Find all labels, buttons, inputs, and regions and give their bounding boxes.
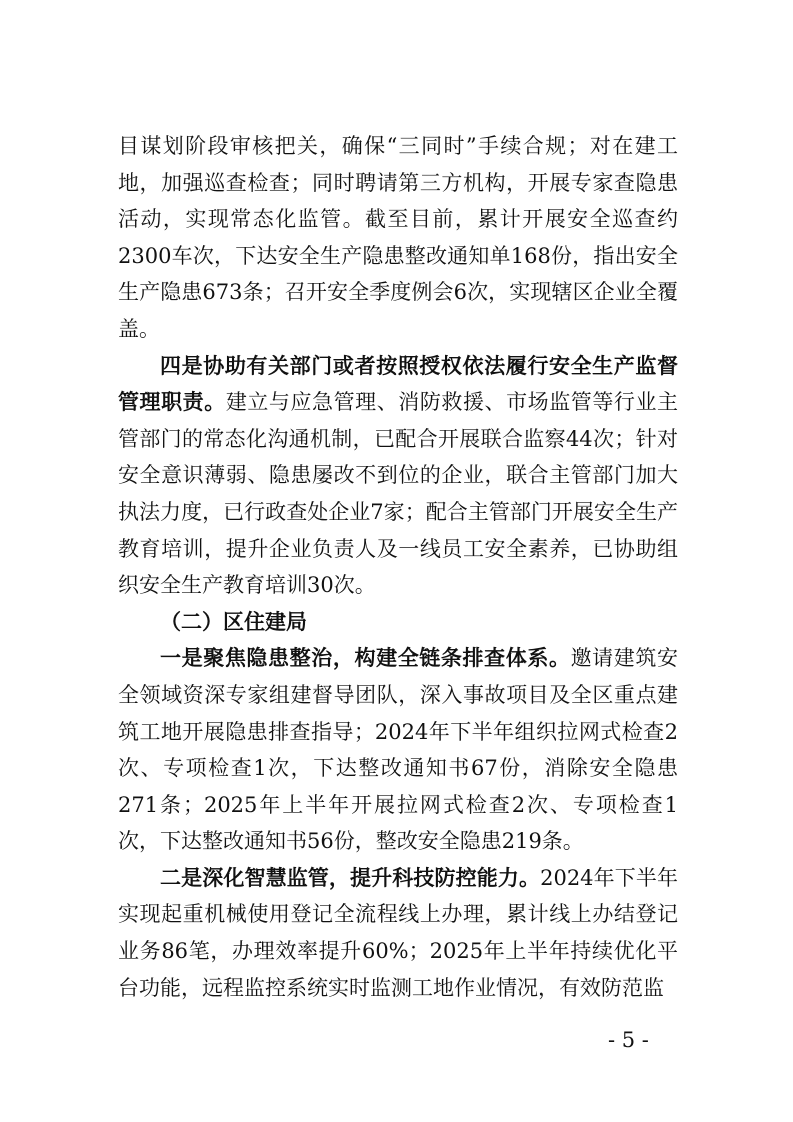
paragraph-body: 建立与应急管理、消防救援、市场监管等行业主管部门的常态化沟通机制，已配合开展联合监察44次；针对安全意识薄弱、隐患屡改不到位的企业，联合主管部门加大执法力度，已行政查处企业7家；配合主管部门开展安全生产教育培训，提升企业负责人及一线员工安全素养，已协助组织安全生产教育培训30次。 xyxy=(118,390,679,598)
paragraph-body: 2024年下半年实现起重机械使用登记全流程线上办理，累计线上办结登记业务86笔，办理效率提升60%；2025年上半年持续优化平台功能，远程监控系统实时监测工地作业情况，有效防范监 xyxy=(118,865,679,1000)
paragraph-body: 目谋划阶段审核把关，确保“三同时”手续合规；对在建工地，加强巡查检查；同时聘请第三方机构，开展专家查隐患活动，实现常态化监管。截至目前，累计开展安全巡查约2300车次，下达安全生产隐患整改通知单168份，指出安全生产隐患673条；召开安全季度例会6次，实现辖区企业全覆盖。 xyxy=(118,134,678,341)
page-number: - 5 - xyxy=(608,1028,649,1052)
section-heading: （二）区住建局 xyxy=(160,608,307,634)
paragraph-body: 邀请建筑安全领域资深专家组建督导团队，深入事故项目及全区重点建筑工地开展隐患排查指导；2024年下半年组织拉网式检查2次、专项检查1次，下达整改通知书67份，消除安全隐患271条；2025年上半年开展拉网式检查2次、专项检查1次，下达整改通知书56份，整改安全隐患219条。 xyxy=(118,646,679,854)
document-body xyxy=(118,128,678,1006)
paragraph-lead: 四是协助有关部门或者按照授权依法履行安全生产监督管理职责。 xyxy=(118,352,678,415)
paragraph-item-four xyxy=(118,348,678,604)
paragraph-lead: 二是深化智慧监管，提升科技防控能力。 xyxy=(160,864,541,890)
paragraph-item-one xyxy=(118,640,678,860)
paragraph-lead: 一是聚焦隐患整治，构建全链条排查体系。 xyxy=(160,645,571,671)
paragraph-item-two xyxy=(118,860,678,1006)
paragraph-continued xyxy=(118,128,678,348)
